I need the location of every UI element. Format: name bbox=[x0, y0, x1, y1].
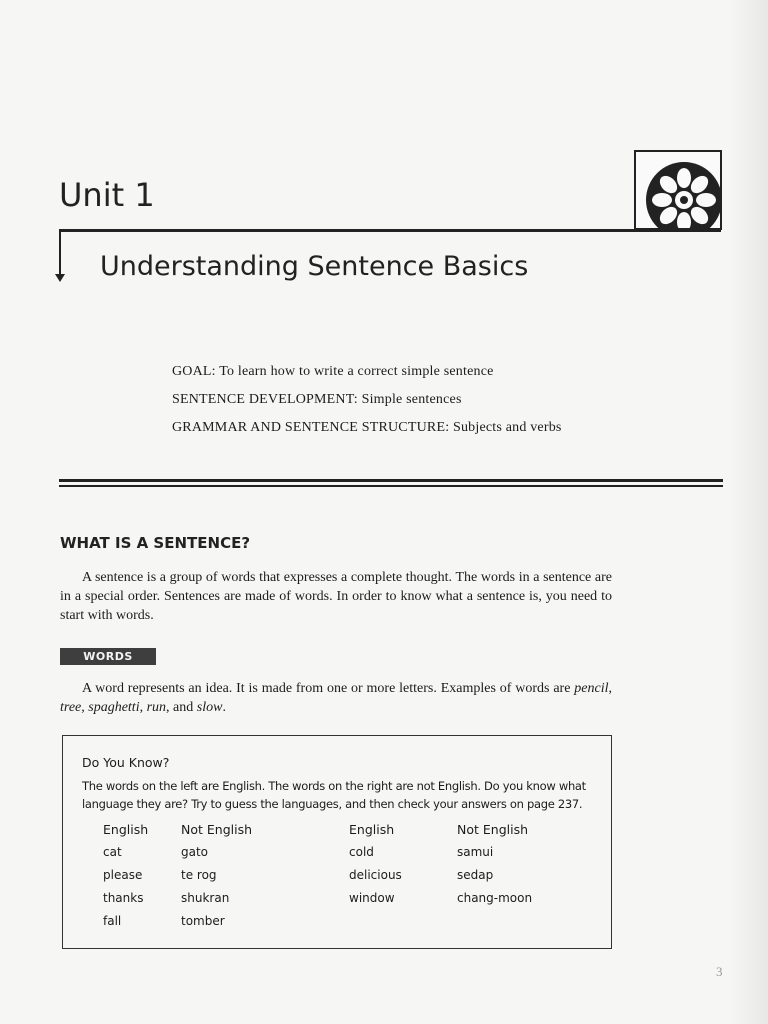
example-word: run bbox=[146, 700, 167, 715]
word-cell: sedap bbox=[457, 868, 494, 882]
separator: , and bbox=[166, 700, 197, 715]
word-cell: cat bbox=[103, 845, 122, 859]
sentence-development-line: SENTENCE DEVELOPMENT: Simple sentences bbox=[172, 392, 462, 407]
section-divider-bottom bbox=[59, 485, 723, 487]
words-paragraph bbox=[60, 679, 612, 717]
word-cell: delicious bbox=[349, 868, 402, 882]
example-word: pencil bbox=[574, 681, 609, 696]
word-cell: fall bbox=[103, 914, 122, 928]
column-header: English bbox=[103, 822, 149, 837]
english-column-right bbox=[349, 822, 402, 914]
do-you-know-box bbox=[62, 735, 612, 949]
section-heading: WHAT IS A SENTENCE? bbox=[60, 534, 251, 552]
page-number: 3 bbox=[716, 964, 723, 979]
header-vertical-rule bbox=[59, 232, 61, 276]
separator: . bbox=[222, 700, 226, 715]
unit-title: Understanding Sentence Basics bbox=[100, 251, 529, 282]
word-cell: te rog bbox=[181, 868, 217, 882]
column-header: English bbox=[349, 822, 395, 837]
words-label: WORDS bbox=[60, 648, 156, 665]
not-english-column-right bbox=[457, 822, 532, 914]
word-cell: gato bbox=[181, 845, 209, 859]
separator: , bbox=[608, 681, 612, 696]
word-cell: window bbox=[349, 891, 395, 905]
arrow-down-icon bbox=[55, 274, 65, 282]
column-header: Not English bbox=[181, 822, 253, 837]
word-cell: please bbox=[103, 868, 143, 882]
column-header: Not English bbox=[457, 822, 529, 837]
not-english-column-left bbox=[181, 822, 252, 937]
unit-goals bbox=[172, 358, 562, 442]
section-divider-top bbox=[59, 479, 723, 482]
words-paragraph-text: A word represents an idea. It is made from one or more letters. Examples of words are bbox=[82, 681, 575, 696]
page-edge-shadow bbox=[728, 0, 768, 1024]
word-cell: cold bbox=[349, 845, 374, 859]
word-cell: chang-moon bbox=[457, 891, 533, 905]
wheel-emblem-icon bbox=[634, 150, 722, 230]
goal-line: GOAL: To learn how to write a correct simple sentence bbox=[172, 364, 494, 379]
separator: , bbox=[139, 700, 147, 715]
example-word: tree bbox=[60, 700, 82, 715]
box-title: Do You Know? bbox=[82, 755, 170, 770]
example-word: spaghetti bbox=[88, 700, 140, 715]
separator: , bbox=[81, 700, 89, 715]
header-rule bbox=[59, 229, 721, 232]
unit-number: Unit 1 bbox=[59, 176, 155, 214]
english-column-left bbox=[103, 822, 148, 937]
sentence-paragraph: A sentence is a group of words that expresses a complete thought. The words in a sentence are in a special order. Sentences are made of words. In order to know what a sentence is, you need to start with words. bbox=[60, 570, 612, 623]
box-text: The words on the left are English. The words on the right are not English. Do you know what language they are? Try to guess the languages, and then check your answers on page 237. bbox=[82, 779, 586, 811]
word-cell: tomber bbox=[181, 914, 225, 928]
word-cell: shukran bbox=[181, 891, 230, 905]
grammar-structure-line: GRAMMAR AND SENTENCE STRUCTURE: Subjects and verbs bbox=[172, 420, 562, 435]
example-word: slow bbox=[196, 700, 223, 715]
word-cell: thanks bbox=[103, 891, 144, 905]
word-cell: samui bbox=[457, 845, 494, 859]
